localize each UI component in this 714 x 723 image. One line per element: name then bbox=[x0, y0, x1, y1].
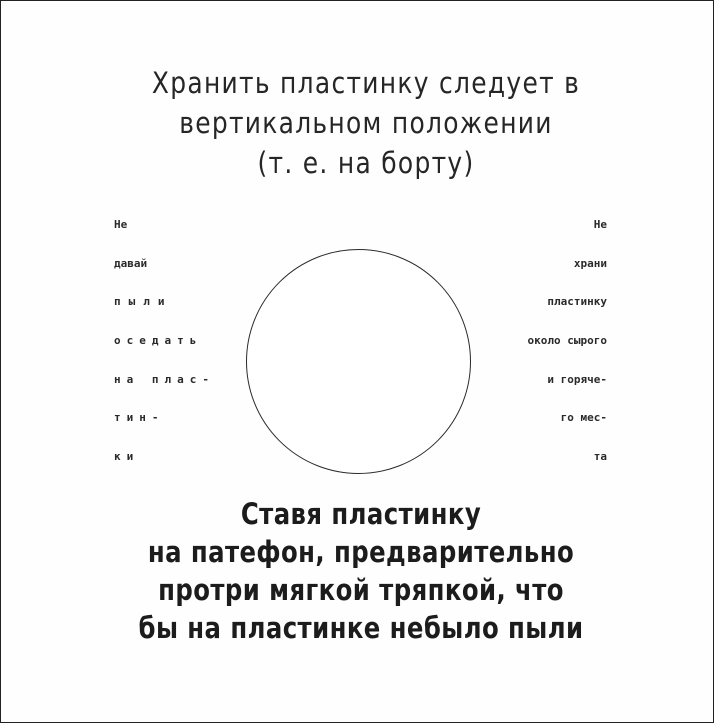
humidity-warning-line-4: около сырого bbox=[527, 334, 607, 348]
cleaning-instruction-line-3: протри мягкой тряпкой, что bbox=[158, 573, 564, 607]
storage-instruction-line-2: вертикальном положении bbox=[179, 106, 553, 140]
cleaning-instruction-line-4: бы на пластинке небыло пыли bbox=[138, 611, 584, 645]
storage-instruction-line-3: (т. е. на борту) bbox=[257, 146, 475, 180]
storage-instruction-line-1: Хранить пластинку следует в bbox=[151, 66, 581, 100]
dust-warning-line-7: ки bbox=[114, 450, 140, 464]
storage-instruction bbox=[104, 63, 629, 183]
humidity-warning-line-7: та bbox=[593, 450, 607, 464]
dust-warning-line-5: на плас- bbox=[114, 372, 215, 386]
humidity-warning-line-1: Не bbox=[593, 218, 607, 231]
label-hole-circle bbox=[246, 249, 471, 474]
dust-warning-line-1: Не bbox=[114, 218, 128, 231]
humidity-warning-line-2: храни bbox=[573, 256, 607, 270]
dust-warning-line-3: пыли bbox=[114, 295, 173, 309]
cleaning-instruction-line-1: Ставя пластинку bbox=[240, 497, 482, 531]
cleaning-instruction-line-2: на патефон, предварительно bbox=[147, 535, 575, 569]
dust-warning-line-2: давай bbox=[114, 256, 148, 270]
humidity-warning-line-6: го мес- bbox=[560, 411, 607, 425]
cleaning-instruction bbox=[92, 495, 630, 647]
humidity-warning-line-3: пластинку bbox=[547, 295, 607, 309]
humidity-warning bbox=[467, 215, 607, 486]
dust-warning-line-4: оседать bbox=[114, 334, 203, 348]
humidity-warning-line-5: и горяче- bbox=[547, 372, 607, 386]
dust-warning bbox=[114, 215, 254, 486]
dust-warning-line-6: тин- bbox=[114, 411, 165, 425]
